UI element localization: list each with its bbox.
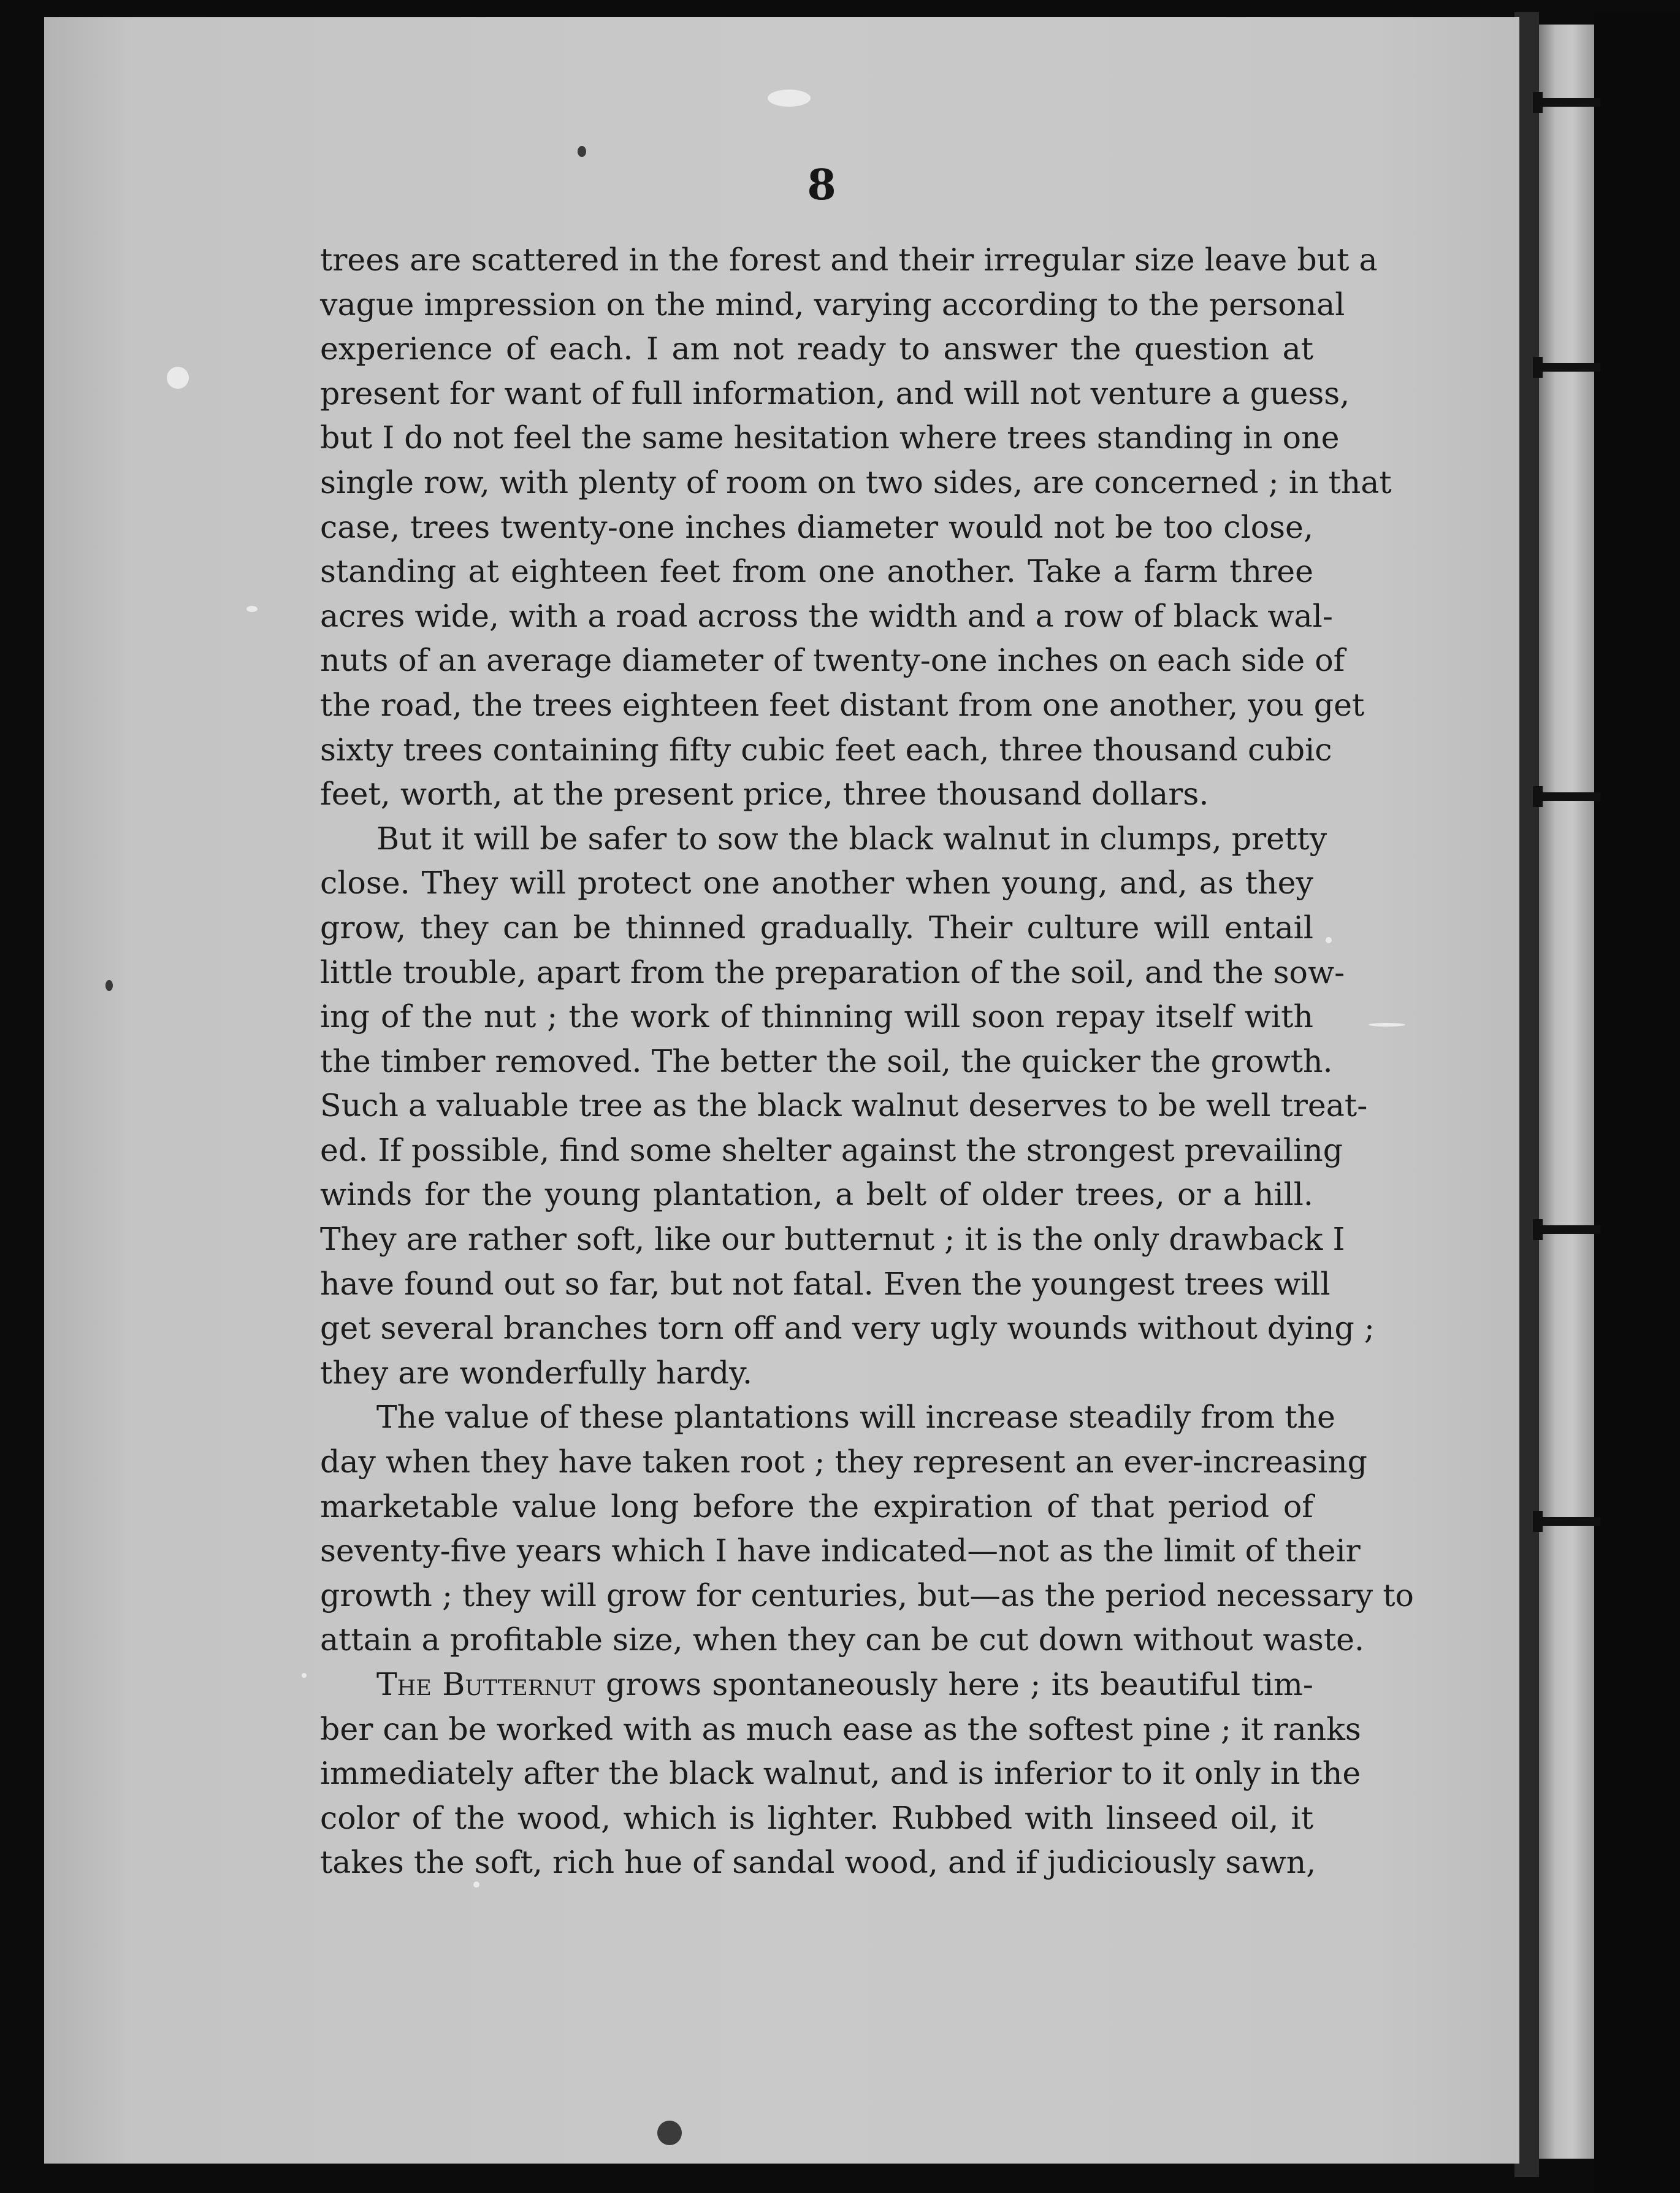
text-line-butternut [320, 1663, 1313, 1707]
text-line: seventy-five years which I have indicated—not as the limit of their [320, 1533, 1361, 1569]
text-line: ber can be worked with as much ease as the softest pine ; it ranks [320, 1710, 1361, 1747]
text-line: color of the wood, which is lighter. Rubbed with linseed oil, it [320, 1799, 1313, 1836]
text-line: trees are scattered in the forest and their irregular size leave but a [320, 242, 1378, 278]
text-line: immediately after the black walnut, and is inferior to it only in the [320, 1755, 1361, 1792]
body-text [320, 238, 1414, 1885]
text-line: close. They will protect one another when young, and, as they [320, 865, 1313, 901]
text-line: vague impression on the mind, varying according to the personal [320, 286, 1345, 323]
text-line: have found out so far, but not fatal. Even the youngest trees will [320, 1265, 1331, 1302]
staple-mark [1533, 792, 1600, 801]
text-line: but I do not feel the same hesitation where trees standing in one [320, 419, 1340, 456]
text-line: grow, they can be thinned gradually. Their culture will entail [320, 909, 1313, 946]
text-line: takes the soft, rich hue of sandal wood, and if judiciously sawn, [320, 1844, 1316, 1881]
text-line: growth ; they will grow for centuries, but—as the period necessary to [320, 1577, 1414, 1613]
staple-mark [1533, 98, 1600, 107]
text-line: sixty trees containing fifty cubic feet each, three thousand cubic [320, 731, 1332, 768]
speck [302, 1673, 307, 1678]
staple-mark [1533, 1225, 1600, 1234]
staple-mark [1533, 1517, 1600, 1526]
speck [105, 980, 113, 991]
text-line: present for want of full information, and will not venture a guess, [320, 375, 1350, 411]
text-line: feet, worth, at the present price, three thousand dollars. [320, 776, 1209, 813]
text-line: ed. If possible, find some shelter against the strongest prevailing [320, 1131, 1343, 1168]
text-line: attain a profitable size, when they can be cut down without waste. [320, 1621, 1365, 1658]
butternut-heading: The Butternut [376, 1666, 595, 1702]
text-line: Such a valuable tree as the black walnut deserves to be well treat- [320, 1087, 1368, 1124]
text-line: get several branches torn off and very ugly wounds without dying ; [320, 1310, 1375, 1347]
staple-mark [1533, 363, 1600, 372]
speck [167, 367, 189, 389]
speck [246, 606, 258, 612]
text-line: case, trees twenty-one inches diameter would not be too close, [320, 508, 1313, 545]
text-line: nuts of an average diameter of twenty-one inches on each side of [320, 642, 1345, 679]
speck [657, 2121, 682, 2145]
text-line: standing at eighteen feet from one another. Take a farm three [320, 553, 1313, 590]
text-line: the timber removed. The better the soil, the quicker the growth. [320, 1043, 1333, 1079]
text-line: winds for the young plantation, a belt of older trees, or a hill. [320, 1176, 1313, 1213]
page-number: 8 [807, 161, 836, 210]
binding-strip [1539, 25, 1594, 2159]
speck [578, 146, 586, 157]
text-line: day when they have taken root ; they represent an ever-increasing [320, 1444, 1367, 1480]
text-line: they are wonderfully hardy. [320, 1354, 753, 1391]
speck [1369, 1023, 1405, 1027]
text-line: experience of each. I am not ready to answer the question at [320, 331, 1313, 367]
speck [1326, 937, 1332, 943]
text-line: The value of these plantations will increase steadily from the [376, 1399, 1335, 1436]
text-line: marketable value long before the expiration of that period of [320, 1488, 1313, 1525]
text-line: single row, with plenty of room on two sides, are concerned ; in that [320, 464, 1392, 500]
text-line: But it will be safer to sow the black walnut in clumps, pretty [376, 820, 1327, 857]
text-line: They are rather soft, like our butternut ; it is the only drawback I [320, 1221, 1345, 1258]
text-line-remainder: grows spontaneously here ; its beautiful tim- [605, 1666, 1313, 1702]
text-line: acres wide, with a road across the width and a row of black wal- [320, 597, 1333, 634]
binding-edge [1594, 12, 1680, 2193]
speck [768, 90, 811, 107]
text-line: ing of the nut ; the work of thinning will soon repay itself with [320, 998, 1313, 1035]
text-line: the road, the trees eighteen feet distant from one another, you get [320, 686, 1365, 723]
text-line: little trouble, apart from the preparation of the soil, and the sow- [320, 954, 1345, 990]
